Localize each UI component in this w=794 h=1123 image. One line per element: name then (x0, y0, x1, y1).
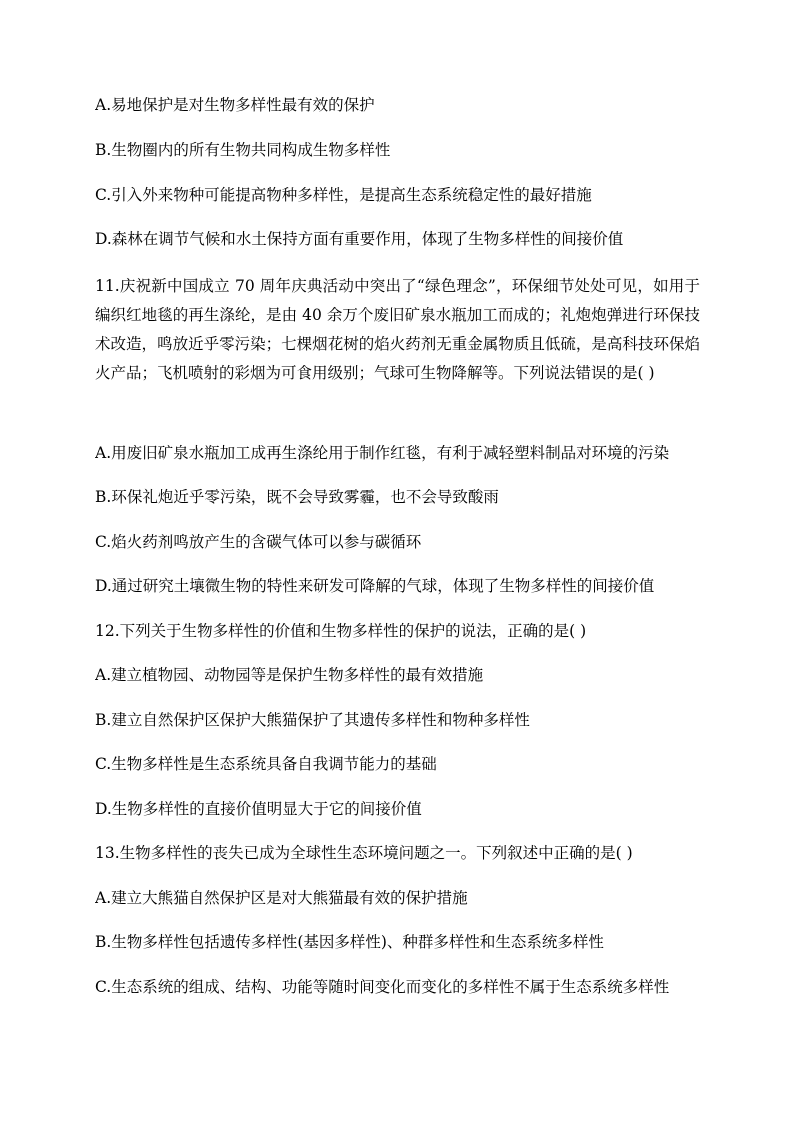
q11-stem: 11.庆祝新中国成立 70 周年庆典活动中突出了“绿色理念”，环保细节处处可见，如用于编织红地毯的再生涤纶，是由 40 余万个废旧矿泉水瓶加工而成的；礼炮炮弹进行环保技术改造，鸣放近乎零污染；七棵烟花树的焰火药剂无重金属物质且低硫，是高科技环保焰火产品；飞机喷射的彩烟为可食用级别；气球可生物降解等。下列说法错误的是( ) (95, 277, 700, 382)
q12-option-c: C.生物多样性是生态系统具备自我调节能力的基础 (95, 755, 437, 773)
q12-option-b: B.建立自然保护区保护大熊猫保护了其遗传多样性和物种多样性 (95, 711, 530, 729)
q12-option-d: D.生物多样性的直接价值明显大于它的间接价值 (95, 800, 422, 818)
q12-stem: 12.下列关于生物多样性的价值和生物多样性的保护的说法，正确的是( ) (95, 622, 587, 640)
q10-option-a: A.易地保护是对生物多样性最有效的保护 (95, 96, 375, 114)
q10-option-c: C.引入外来物种可能提高物种多样性，是提高生态系统稳定性的最好措施 (95, 186, 592, 204)
q11-option-d: D.通过研究土壤微生物的特性来研发可降解的气球，体现了生物多样性的间接价值 (95, 577, 655, 595)
q13-option-a: A.建立大熊猫自然保护区是对大熊猫最有效的保护措施 (95, 889, 468, 907)
q11-option-b: B.环保礼炮近乎零污染，既不会导致雾霾，也不会导致酸雨 (95, 488, 499, 506)
q10-option-d: D.森林在调节气候和水土保持方面有重要作用，体现了生物多样性的间接价值 (95, 230, 624, 248)
q13-stem: 13.生物多样性的丧失已成为全球性生态环境问题之一。下列叙述中正确的是( ) (95, 844, 633, 862)
q13-option-c: C.生态系统的组成、结构、功能等随时间变化而变化的多样性不属于生态系统多样性 (95, 978, 670, 996)
q11-option-a: A.用废旧矿泉水瓶加工成再生涤纶用于制作红毯，有利于减轻塑料制品对环境的污染 (95, 444, 670, 462)
q13-option-b: B.生物多样性包括遗传多样性(基因多样性)、种群多样性和生态系统多样性 (95, 933, 604, 951)
q11-option-c: C.焰火药剂鸣放产生的含碳气体可以参与碳循环 (95, 533, 422, 551)
q10-option-b: B.生物圈内的所有生物共同构成生物多样性 (95, 141, 391, 159)
q12-option-a: A.建立植物园、动物园等是保护生物多样性的最有效措施 (95, 666, 484, 684)
